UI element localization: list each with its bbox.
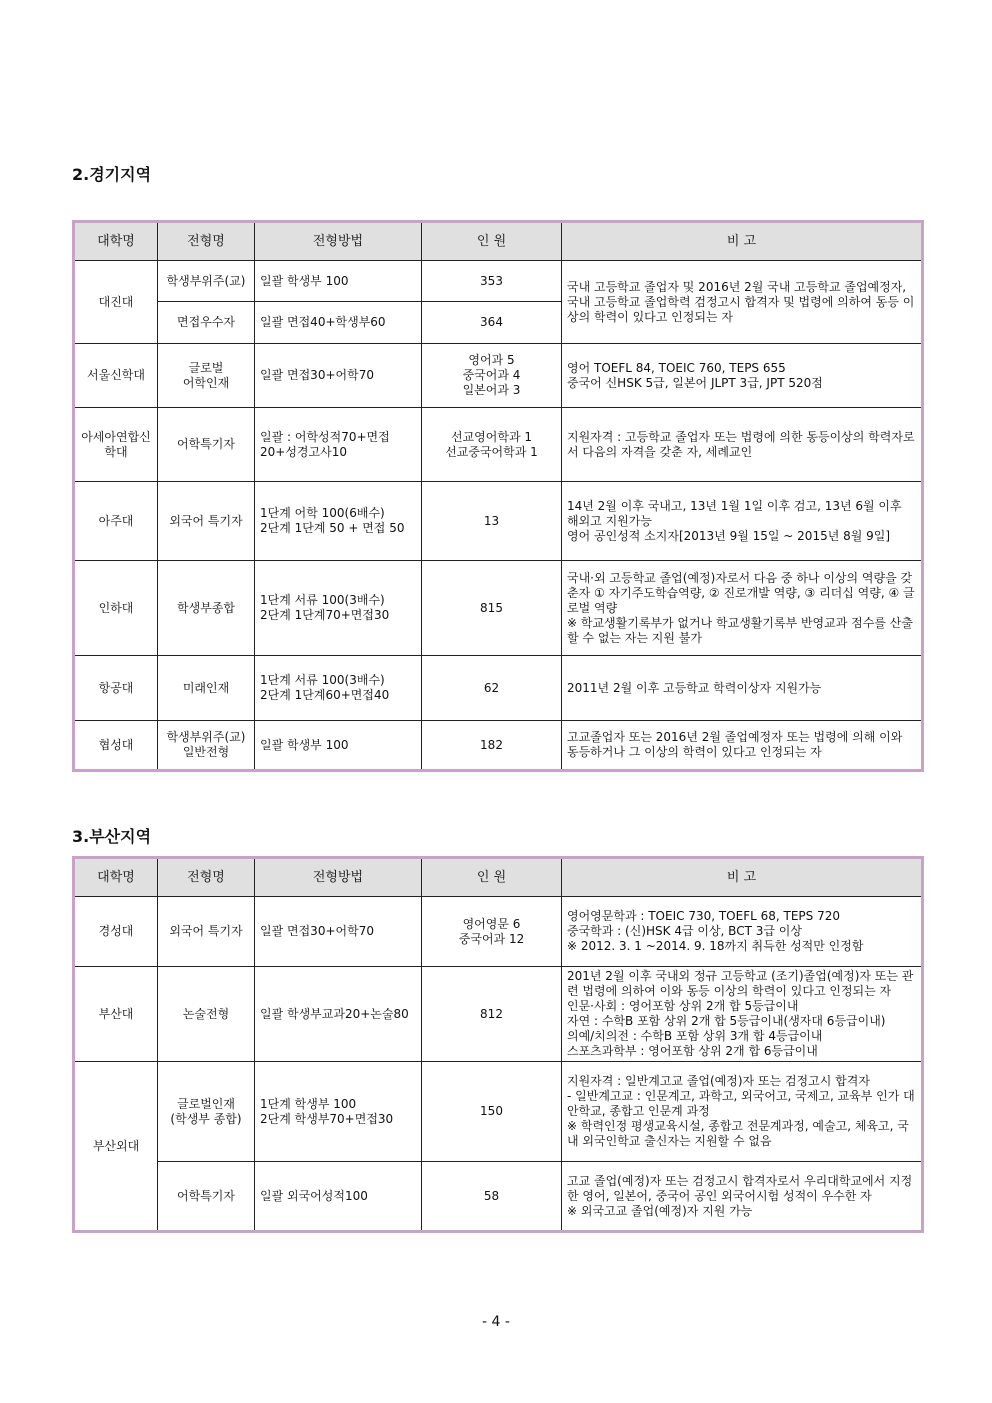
admission-count: 150 — [422, 1062, 562, 1162]
admission-name: 외국어 특기자 — [158, 482, 255, 561]
admission-method: 일괄 면접40+학생부60 — [255, 302, 422, 344]
admission-name: 미래인재 — [158, 656, 255, 721]
table-header-row — [74, 858, 923, 897]
table-header-row — [74, 222, 923, 261]
admission-name: 학생부종합 — [158, 561, 255, 656]
gyeonggi-table — [72, 220, 924, 772]
table-row — [74, 344, 923, 408]
admission-method: 일괄 면접30+어학70 — [255, 344, 422, 408]
page-number: - 4 - — [482, 1314, 510, 1330]
admission-note: 고교졸업자 또는 2016년 2월 졸업예정자 또는 법령에 의해 이와 동등하거나 그 이상의 학력이 있다고 인정되는 자 — [562, 721, 923, 771]
admission-method: 1단계 서류 100(3배수) 2단계 1단계70+면접30 — [255, 561, 422, 656]
table-row — [74, 261, 923, 302]
busan-table — [72, 856, 924, 1233]
admission-name: 어학특기자 — [158, 408, 255, 482]
table-row — [74, 656, 923, 721]
univ-name: 대진대 — [74, 261, 158, 344]
admission-count: 영어과 5 중국어과 4 일본어과 3 — [422, 344, 562, 408]
admission-name: 면접우수자 — [158, 302, 255, 344]
univ-name: 아주대 — [74, 482, 158, 561]
admission-count: 812 — [422, 967, 562, 1062]
admission-method: 일괄 학생부 100 — [255, 261, 422, 302]
univ-name: 협성대 — [74, 721, 158, 771]
admission-count: 182 — [422, 721, 562, 771]
univ-name: 아세아연합신학대 — [74, 408, 158, 482]
admission-name: 어학특기자 — [158, 1162, 255, 1232]
table-row — [74, 1162, 923, 1232]
header-count: 인 원 — [422, 858, 562, 897]
admission-note: 고교 졸업(예정)자 또는 검정고시 합격자로서 우리대학교에서 지정한 영어, 일본어, 중국어 공인 외국어시험 성적이 우수한 자 ※ 외국고교 졸업(예정)자 지원 가능 — [562, 1162, 923, 1232]
table-row — [74, 897, 923, 967]
header-note: 비 고 — [562, 222, 923, 261]
admission-count: 영어영문 6 중국어과 12 — [422, 897, 562, 967]
table-row — [74, 561, 923, 656]
admission-method: 일괄 외국어성적100 — [255, 1162, 422, 1232]
admission-method: 일괄 : 어학성적70+면접20+성경고사10 — [255, 408, 422, 482]
admission-count: 58 — [422, 1162, 562, 1232]
admission-note: 국내 고등학교 졸업자 및 2016년 2월 국내 고등학교 졸업예정자, 국내 고등학교 졸업학력 검정고시 합격자 및 법령에 의하여 동등 이상의 학력이 있다고 인정되는 자 — [562, 261, 923, 344]
header-univ: 대학명 — [74, 858, 158, 897]
admission-name: 외국어 특기자 — [158, 897, 255, 967]
univ-name: 서울신학대 — [74, 344, 158, 408]
header-admission-name: 전형명 — [158, 858, 255, 897]
admission-count: 선교영어학과 1 선교중국어학과 1 — [422, 408, 562, 482]
section-title-gyeonggi: 2.경기지역 — [72, 165, 152, 184]
table-row — [74, 1062, 923, 1162]
admission-method: 1단계 학생부 100 2단계 학생부70+면접30 — [255, 1062, 422, 1162]
header-admission-name: 전형명 — [158, 222, 255, 261]
admission-count: 62 — [422, 656, 562, 721]
section-title-busan: 3.부산지역 — [72, 827, 152, 846]
table-row — [74, 721, 923, 771]
admission-method: 1단계 어학 100(6배수) 2단계 1단계 50 + 면접 50 — [255, 482, 422, 561]
admission-note: 지원자격 : 일반계고교 졸업(예정)자 또는 검정고시 합격자 - 일반계고교 : 인문계고, 과학고, 외국어고, 국제고, 교육부 인가 대안학교, 종합고 인문계 과정 ※ 학력인정 평생교육시설, 종합고 전문계과정, 예술고, 체육고, 국내 외국인학교 출신자는 지원할 수 없음 — [562, 1062, 923, 1162]
admission-note: 2011년 2월 이후 고등학교 학력이상자 지원가능 — [562, 656, 923, 721]
admission-note: 201년 2월 이후 국내외 정규 고등학교 (조기)졸업(예정)자 또는 관련 법령에 의하여 이와 동등 이상의 학력이 있다고 인정되는 자 인문·사회 : 영어포함 상위 2개 합 5등급이내 자연 : 수학B 포함 상위 2개 합 5등급이내(생자대 6등급이내) 의예/치의전 : 수학B 포함 상위 3개 합 4등급이내 스포츠과학부 : 영어포함 상위 2개 합 6등급이내 — [562, 967, 923, 1062]
admission-note: 지원자격 : 고등학교 졸업자 또는 법령에 의한 동등이상의 학력자로서 다음의 자격을 갖춘 자, 세례교인 — [562, 408, 923, 482]
univ-name: 부산외대 — [74, 1062, 158, 1232]
admission-note: 영어 TOEFL 84, TOEIC 760, TEPS 655 중국어 신HSK 5급, 일본어 JLPT 3급, JPT 520점 — [562, 344, 923, 408]
table-row — [74, 967, 923, 1062]
admission-count: 13 — [422, 482, 562, 561]
table-row — [74, 408, 923, 482]
admission-count: 364 — [422, 302, 562, 344]
admission-method: 일괄 면접30+어학70 — [255, 897, 422, 967]
header-note: 비 고 — [562, 858, 923, 897]
admission-method: 일괄 학생부 100 — [255, 721, 422, 771]
admission-name: 학생부위주(교) — [158, 261, 255, 302]
univ-name: 인하대 — [74, 561, 158, 656]
admission-note: 국내·외 고등학교 졸업(예정)자로서 다음 중 하나 이상의 역량을 갖춘자 ① 자기주도학습역량, ② 진로개발 역량, ③ 리더십 역량, ④ 글로벌 역량 ※ 학교생활기록부가 없거나 학교생활기록부 반영교과 점수를 산출할 수 없는 자는 지원 불가 — [562, 561, 923, 656]
header-count: 인 원 — [422, 222, 562, 261]
admission-count: 815 — [422, 561, 562, 656]
univ-name: 항공대 — [74, 656, 158, 721]
admission-method: 1단계 서류 100(3배수) 2단계 1단계60+면접40 — [255, 656, 422, 721]
admission-name: 글로벌 어학인재 — [158, 344, 255, 408]
admission-name: 학생부위주(교) 일반전형 — [158, 721, 255, 771]
header-method: 전형방법 — [255, 858, 422, 897]
admission-note: 14년 2월 이후 국내고, 13년 1월 1일 이후 검고, 13년 6월 이후 해외고 지원가능 영어 공인성적 소지자[2013년 9월 15일 ~ 2015년 8월 9일] — [562, 482, 923, 561]
admission-count: 353 — [422, 261, 562, 302]
admission-name: 글로벌인재 (학생부 종합) — [158, 1062, 255, 1162]
header-method: 전형방법 — [255, 222, 422, 261]
table-row — [74, 482, 923, 561]
admission-name: 논술전형 — [158, 967, 255, 1062]
univ-name: 경성대 — [74, 897, 158, 967]
univ-name: 부산대 — [74, 967, 158, 1062]
admission-note: 영어영문학과 : TOEIC 730, TOEFL 68, TEPS 720 중국학과 : (신)HSK 4급 이상, BCT 3급 이상 ※ 2012. 3. 1 ~2014. 9. 18까지 취득한 성적만 인정함 — [562, 897, 923, 967]
admission-method: 일괄 학생부교과20+논술80 — [255, 967, 422, 1062]
header-univ: 대학명 — [74, 222, 158, 261]
